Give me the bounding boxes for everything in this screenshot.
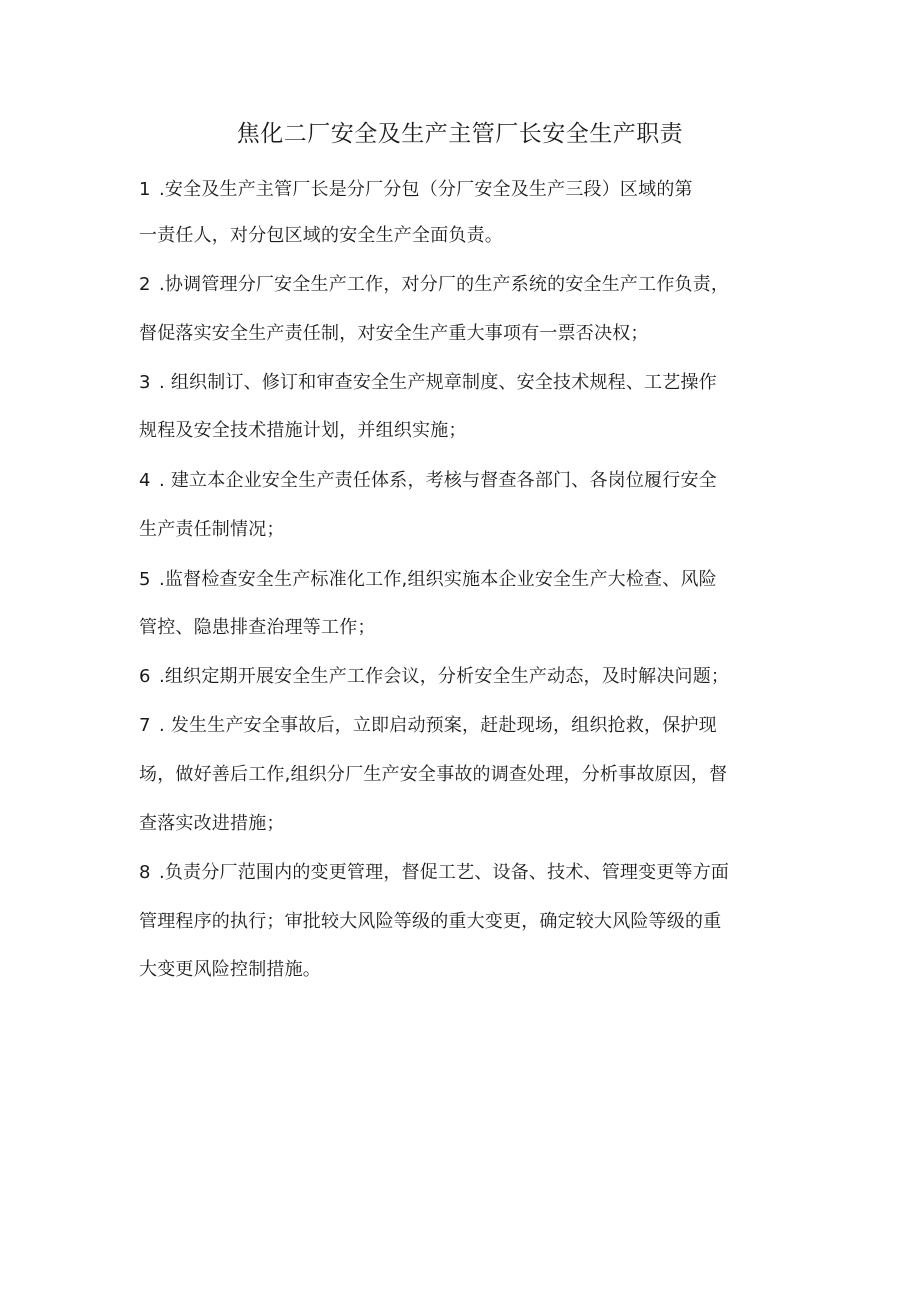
item-text: .负责分厂范围内的变更管理，督促工艺、设备、技术、管理变更等方面 bbox=[159, 862, 730, 883]
item-5-line-2: 管控、隐患排查治理等工作； bbox=[139, 617, 376, 638]
item-text: .组织定期开展安全生产工作会议，分析安全生产动态，及时解决问题； bbox=[159, 666, 730, 687]
item-number: 6 bbox=[139, 666, 151, 687]
item-text: .安全及生产主管厂长是分厂分包（分厂安全及生产三段）区域的第 bbox=[159, 179, 693, 200]
item-7-line-1 bbox=[139, 712, 717, 740]
item-text: .协调管理分厂安全生产工作，对分厂的生产系统的安全生产工作负责， bbox=[159, 274, 730, 295]
item-4-line-2: 生产责任制情况； bbox=[139, 519, 285, 540]
item-3-line-1 bbox=[139, 369, 717, 397]
item-text: . 组织制订、修订和审查安全生产规章制度、安全技术规程、工艺操作 bbox=[159, 372, 717, 393]
item-1-line-2: 一责任人，对分包区域的安全生产全面负责。 bbox=[139, 225, 503, 246]
item-8-line-3: 大变更风险控制措施。 bbox=[139, 959, 321, 980]
item-5-line-1 bbox=[139, 566, 717, 594]
item-7-line-3: 查落实改进措施； bbox=[139, 813, 285, 834]
item-6-line-1 bbox=[139, 663, 729, 691]
item-2-line-2: 督促落实安全生产责任制，对安全生产重大事项有一票否决权； bbox=[139, 323, 649, 344]
item-number: 5 bbox=[139, 569, 151, 590]
item-text: .监督检查安全生产标准化工作,组织实施本企业安全生产大检查、风险 bbox=[159, 569, 717, 590]
item-number: 4 bbox=[139, 470, 151, 491]
item-2-line-1 bbox=[139, 271, 729, 299]
item-text: . 发生生产安全事故后，立即启动预案，赶赴现场，组织抢救，保护现 bbox=[159, 715, 717, 736]
item-7-line-2: 场，做好善后工作,组织分厂生产安全事故的调查处理，分析事故原因，督 bbox=[139, 764, 728, 785]
item-3-line-2: 规程及安全技术措施计划，并组织实施； bbox=[139, 420, 467, 441]
item-number: 7 bbox=[139, 715, 151, 736]
item-number: 2 bbox=[139, 274, 151, 295]
item-4-line-1 bbox=[139, 467, 717, 495]
item-8-line-1 bbox=[139, 859, 729, 887]
item-1-line-1 bbox=[139, 176, 693, 204]
item-text: . 建立本企业安全生产责任体系，考核与督查各部门、各岗位履行安全 bbox=[159, 470, 717, 491]
item-8-line-2: 管理程序的执行；审批较大风险等级的重大变更，确定较大风险等级的重 bbox=[139, 911, 722, 932]
document-title: 焦化二厂安全及生产主管厂长安全生产职责 bbox=[236, 121, 684, 147]
item-number: 8 bbox=[139, 862, 151, 883]
item-number: 1 bbox=[139, 179, 151, 200]
item-number: 3 bbox=[139, 372, 151, 393]
